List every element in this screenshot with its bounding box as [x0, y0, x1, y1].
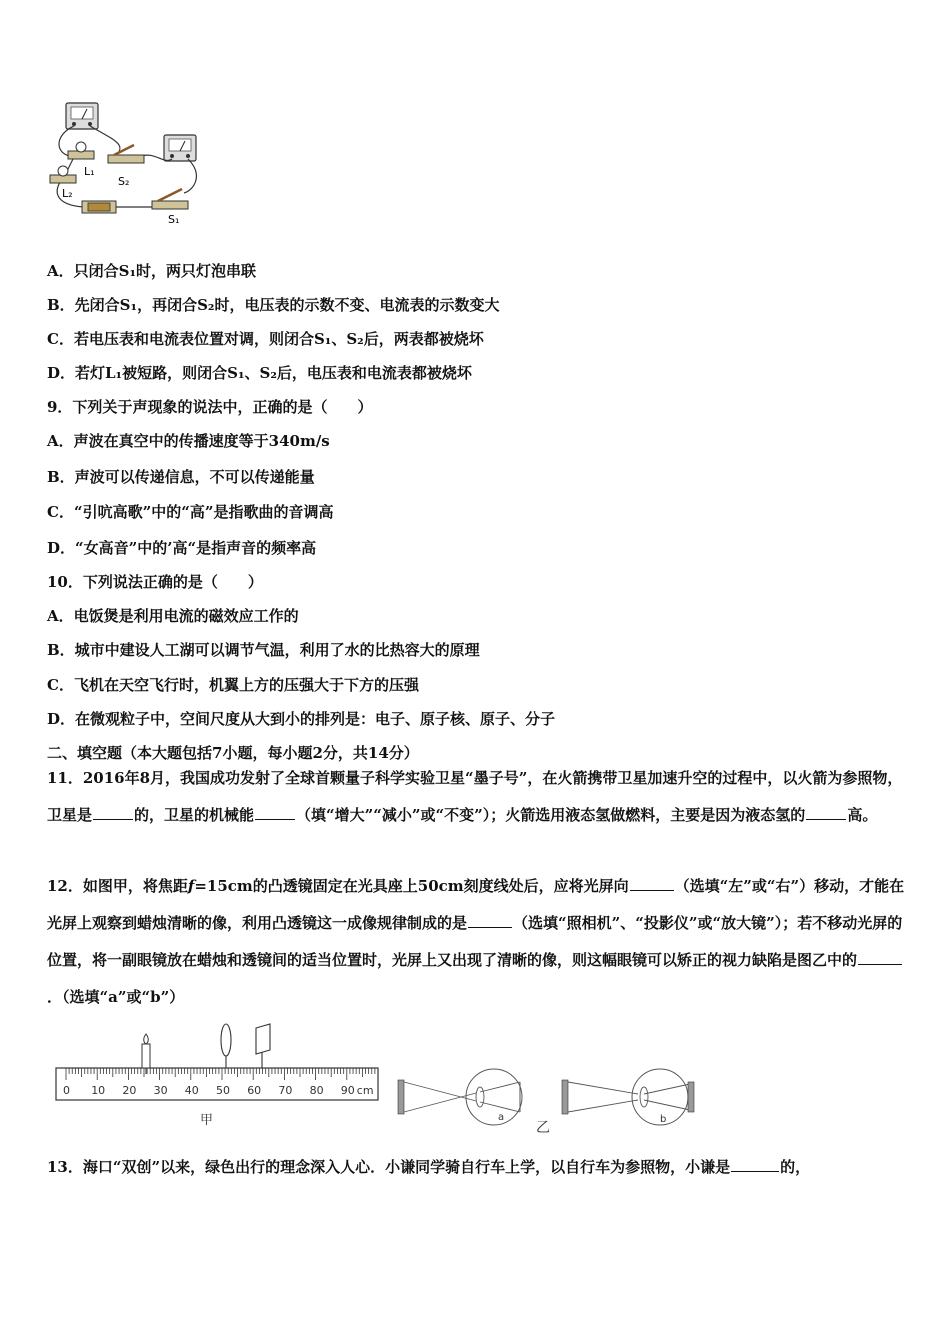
- ruler-tick-label: 30: [153, 1084, 168, 1097]
- q9-option-a: A．声波在真空中的传播速度等于340m/s: [47, 432, 330, 450]
- q11-part-2: 的，卫星的机械能: [134, 806, 255, 824]
- answer-blank[interactable]: [630, 876, 674, 891]
- optical-bench: [56, 1024, 378, 1100]
- answer-blank[interactable]: [255, 805, 295, 820]
- q12-part-4: （选填“照相机”、“投影仪”或“放大镜”）；若不移动光屏的位置，将一副眼镜放在蜡烛和透镜间的适当位置时，光屏上又出现了清晰的像，则这幅眼镜可以矫正的视力缺陷是图乙中的: [47, 914, 903, 969]
- ruler-tick-label: 10: [91, 1084, 106, 1097]
- screen-icon: [256, 1024, 270, 1068]
- lamp-icon: [50, 166, 76, 183]
- eye-diagram-b: [562, 1069, 694, 1125]
- ruler-unit: cm: [356, 1084, 374, 1097]
- q12-text: [47, 868, 905, 1016]
- ruler-tick-label: 70: [278, 1084, 293, 1097]
- circuit-diagram: [44, 95, 214, 230]
- figure-label-b: b: [660, 1114, 667, 1125]
- ruler-tick-label: 90: [340, 1084, 355, 1097]
- q9-stem: 9．下列关于声现象的说法中，正确的是（ ）: [47, 398, 373, 416]
- ruler-tick-label: 20: [122, 1084, 137, 1097]
- lens-icon: [221, 1024, 231, 1068]
- answer-blank[interactable]: [468, 913, 512, 928]
- voltmeter-icon: [66, 103, 98, 129]
- q12-part-1: 12．如图甲，将焦距: [47, 877, 188, 895]
- q10-option-d: D．在微观粒子中，空间尺度从大到小的排列是：电子、原子核、原子、分子: [47, 710, 556, 728]
- figure-label-a: a: [498, 1112, 505, 1123]
- battery-icon: [82, 201, 116, 213]
- q13-part-2: 的，: [780, 1158, 811, 1176]
- figure-label-jia: 甲: [200, 1113, 214, 1128]
- q9-option-b: B．声波可以传递信息，不可以传递能量: [47, 468, 315, 486]
- q8-option-c: C．若电压表和电流表位置对调，则闭合S₁、S₂后，两表都被烧坏: [47, 330, 484, 348]
- q12-part-2: =15cm的凸透镜固定在光具座上50cm刻度线处后，应将光屏向: [194, 877, 629, 895]
- ruler-tick-label: 40: [184, 1084, 199, 1097]
- answer-blank[interactable]: [731, 1157, 779, 1172]
- lamp-icon: [68, 142, 94, 159]
- q11-part-3: （填“增大”“减小”或“不变”）；火箭选用液态氢做燃料，主要是因为液态氢的: [296, 806, 806, 824]
- q11-part-4: 高。: [847, 806, 878, 824]
- q8-option-a: A．只闭合S₁时，两只灯泡串联: [47, 262, 257, 280]
- ruler-tick-label: 60: [247, 1084, 262, 1097]
- ruler-tick-label: 50: [216, 1084, 230, 1097]
- q8-option-b: B．先闭合S₁，再闭合S₂时，电压表的示数不变、电流表的示数变大: [47, 296, 500, 314]
- q9-option-d: D．“女高音”中的’高“是指声音的频率高: [47, 539, 317, 557]
- label-s1: S₁: [168, 213, 180, 226]
- answer-blank[interactable]: [806, 805, 846, 820]
- ruler-tick-label: 80: [309, 1084, 324, 1097]
- label-l2: L₂: [62, 187, 73, 200]
- switch-icon: [108, 145, 144, 163]
- optics-figure: [50, 1020, 710, 1140]
- q8-option-d: D．若灯L₁被短路，则闭合S₁、S₂后，电压表和电流表都被烧坏: [47, 364, 472, 382]
- section-heading: 二、填空题（本大题包括7小题，每小题2分，共14分）: [47, 744, 419, 762]
- answer-blank[interactable]: [858, 950, 902, 965]
- focal-length-symbol: f: [187, 877, 195, 895]
- q10-option-a: A．电饭煲是利用电流的磁效应工作的: [47, 607, 299, 625]
- figure-label-yi: 乙: [536, 1120, 550, 1136]
- switch-icon: [152, 189, 188, 209]
- label-l1: L₁: [84, 165, 95, 178]
- q10-stem: 10．下列说法正确的是（ ）: [47, 573, 263, 591]
- q10-option-c: C．飞机在天空飞行时，机翼上方的压强大于下方的压强: [47, 676, 419, 694]
- q11-part-1: 11．2016年8月，我国成功发射了全球首颗量子科学实验卫星“墨子号”，在火箭携带卫星加速升空的过程中，以火箭为参照物，卫星是: [47, 769, 903, 824]
- ammeter-icon: [164, 135, 196, 161]
- q9-option-c: C．“引吭高歌”中的“高”是指歌曲的音调高: [47, 503, 334, 521]
- q13-text: [47, 1157, 810, 1177]
- candle-icon: [142, 1034, 150, 1074]
- q12-part-5: ．（选填“a”或“b”）: [47, 988, 185, 1006]
- q11-text: [47, 760, 905, 834]
- answer-blank[interactable]: [93, 805, 133, 820]
- q10-option-b: B．城市中建设人工湖可以调节气温，利用了水的比热容大的原理: [47, 641, 480, 659]
- label-s2: S₂: [118, 175, 130, 188]
- ruler-tick-label: 0: [63, 1084, 70, 1097]
- q12-part-3: （选填“左”或“右”）移动，才能在光屏上观察到蜡烛清晰的像，利用凸透镜这一成像规律制成的是: [47, 877, 905, 932]
- q13-part-1: 13．海口“双创”以来，绿色出行的理念深入人心．小谦同学骑自行车上学，以自行车为参照物，小谦是: [47, 1158, 731, 1176]
